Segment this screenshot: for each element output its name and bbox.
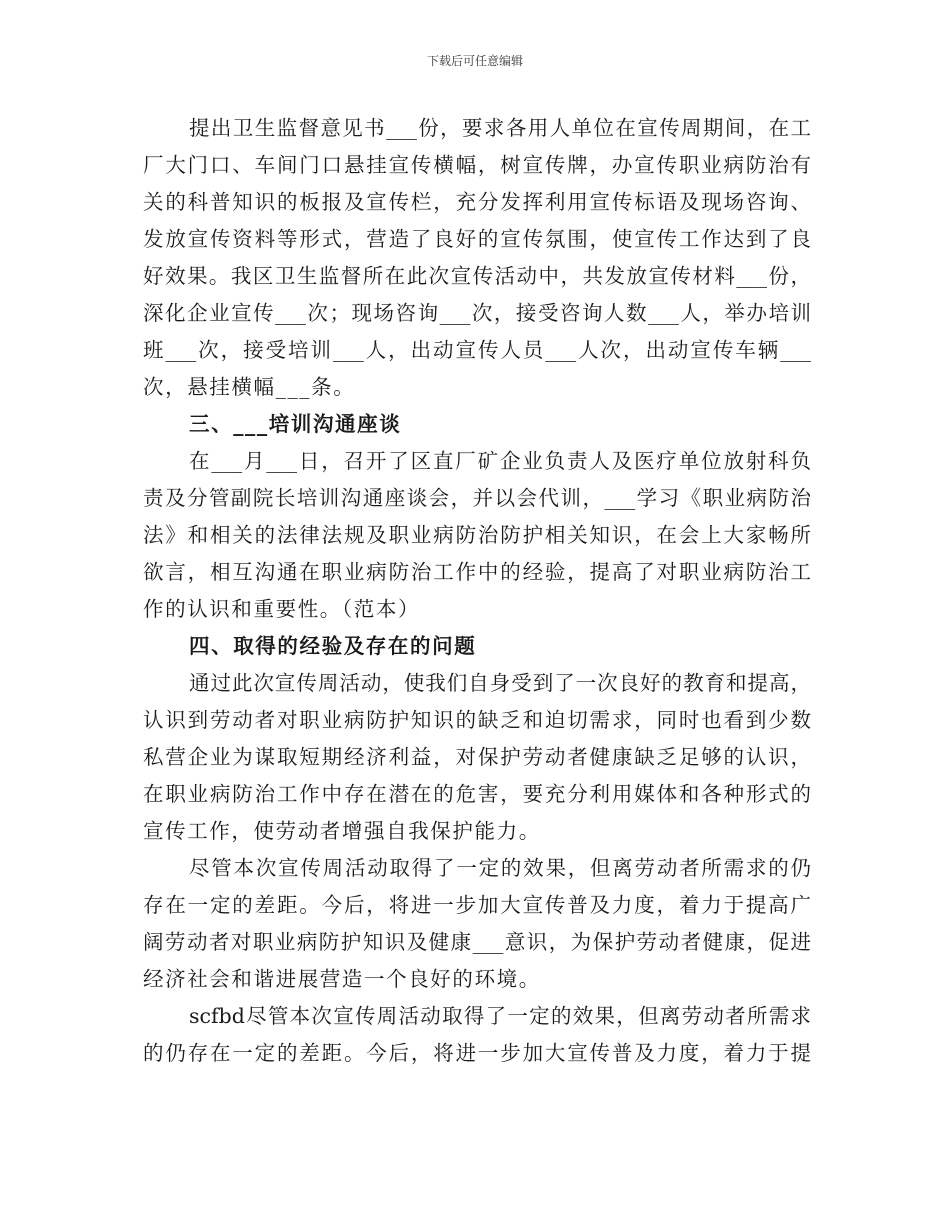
text-line: 经济社会和谐进展营造一个良好的环境。: [143, 967, 541, 991]
text-line: 存在一定的差距。今后，将进一步加大宣传普及力度，着力于提高广: [143, 893, 811, 917]
text-line: 提出卫生监督意见书___份，要求各用人单位在宣传周期间，在工: [189, 116, 811, 140]
document-body: [143, 110, 811, 1072]
text-line: 深化企业宣传___次；现场咨询___次，接受咨询人数___人，举办培训: [143, 301, 811, 325]
text-line: scfbd尽管本次宣传周活动取得了一定的效果，但离劳动者所需求: [189, 1004, 811, 1028]
section-heading: 三、___培训沟通座谈: [189, 412, 402, 436]
text-line: 阔劳动者对职业病防护知识及健康___意识，为保护劳动者健康，促进: [143, 930, 811, 954]
text-line: 法》和相关的法律法规及职业病防治防护相关知识，在会上大家畅所: [143, 523, 811, 547]
text-line: 发放宣传资料等形式，营造了良好的宣传氛围，使宣传工作达到了良: [143, 227, 811, 251]
text-line: 宣传工作，使劳动者增强自我保护能力。: [143, 819, 541, 843]
text-line: 的仍存在一定的差距。今后，将进一步加大宣传普及力度，着力于提: [143, 1041, 811, 1065]
text-line: 认识到劳动者对职业病防护知识的缺乏和迫切需求，同时也看到少数: [143, 708, 811, 732]
text-line: 次，悬挂横幅___条。: [143, 375, 356, 399]
text-line: 私营企业为谋取短期经济利益，对保护劳动者健康缺乏足够的认识，: [143, 745, 811, 769]
text-line: 尽管本次宣传周活动取得了一定的效果，但离劳动者所需求的仍: [189, 856, 811, 880]
text-line: 在___月___日，召开了区直厂矿企业负责人及医疗单位放射科负: [189, 449, 811, 473]
text-line: 好效果。我区卫生监督所在此次宣传活动中，共发放宣传材料___份，: [143, 264, 811, 288]
text-line: 厂大门口、车间门口悬挂宣传横幅，树宣传牌，办宣传职业病防治有: [143, 153, 811, 177]
text-line: 班___次，接受培训___人，出动宣传人员___人次，出动宣传车辆___: [143, 338, 811, 362]
text-line: 在职业病防治工作中存在潜在的危害，要充分利用媒体和各种形式的: [143, 782, 811, 806]
text-line: 关的科普知识的板报及宣传栏，充分发挥利用宣传标语及现场咨询、: [143, 190, 811, 214]
text-line: 欲言，相互沟通在职业病防治工作中的经验，提高了对职业病防治工: [143, 560, 811, 584]
text-line: 责及分管副院长培训沟通座谈会，并以会代训，___学习《职业病防治: [143, 486, 811, 510]
section-heading: 四、取得的经验及存在的问题: [189, 634, 477, 658]
page-header: 下载后可任意编辑: [426, 54, 523, 68]
text-line: 作的认识和重要性。（范本）: [143, 597, 421, 621]
text-line: 通过此次宣传周活动，使我们自身受到了一次良好的教育和提高，: [189, 671, 811, 695]
